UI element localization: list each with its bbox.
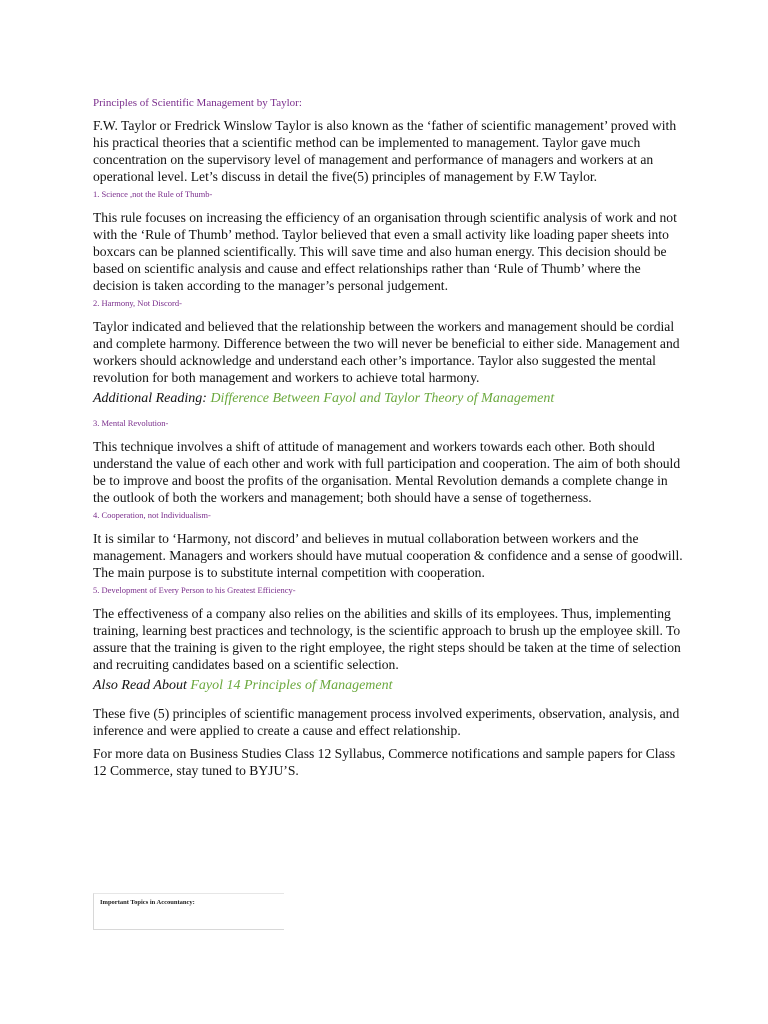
section-heading: 4. Cooperation, not Individualism-	[93, 510, 211, 520]
additional-reading	[93, 390, 683, 408]
topics-box-label: Important Topics in Accountancy:	[100, 899, 195, 906]
page-title: Principles of Scientific Management by Taylor:	[93, 97, 302, 109]
additional-reading-prefix: Additional Reading:	[93, 391, 207, 406]
also-read-link[interactable]: Fayol 14 Principles of Management	[190, 678, 393, 693]
section-paragraph: It is similar to ‘Harmony, not discord’ and believes in mutual collaboration between workers and the management. Managers and workers should have mutual cooperation & confidence and a sense of goodwill. The main purpose is to substitute internal competition with cooperation.	[93, 531, 683, 580]
section-paragraph: The effectiveness of a company also relies on the abilities and skills of its employees. Thus, implementing training, learning best practices and technology, is the scientific approach to brush up the employee skill. To assure that the training is given to the right employee, the right steps should be taken at the time of selection and recruiting candidates based on a scientific selection.	[93, 606, 681, 672]
also-read	[93, 677, 683, 695]
section-heading: 5. Development of Every Person to his Greatest Efficiency-	[93, 585, 296, 595]
section-paragraph: Taylor indicated and believed that the relationship between the workers and management should be cordial and complete harmony. Difference between the two will never be beneficial to either side. Management and workers should acknowledge and understand each other’s importance. Taylor also suggested the mental revolution for both management and workers to achieve total harmony.	[93, 319, 680, 385]
conclusion-paragraph: These five (5) principles of scientific management process involved experiments, observation, analysis, and inference and were applied to create a cause and effect relationship.	[93, 706, 680, 738]
intro-paragraph: F.W. Taylor or Fredrick Winslow Taylor is also known as the ‘father of scientific management’ proved with his practical theories that a scientific method can be implemented to management. Taylor gave much concentration on the supervisory level of management and performance of managers and workers at an operational level. Let’s discuss in detail the five(5) principles of management by F.W Taylor.	[93, 118, 677, 184]
section-heading: 3. Mental Revolution-	[93, 418, 169, 428]
article-body	[93, 96, 683, 783]
section-paragraph: This rule focuses on increasing the efficiency of an organisation through scientific analysis of work and not with the ‘Rule of Thumb’ method. Taylor believed that even a small activity like loading paper sheets into boxcars can be planned scientifically. This will save time and also human energy. This decision should be based on scientific analysis and cause and effect relationships rather than ‘Rule of Thumb’ where the decision is taken according to the manager’s personal judgement.	[93, 210, 677, 293]
topics-box	[93, 893, 284, 930]
also-read-prefix: Also Read About	[93, 678, 187, 693]
section-heading: 1. Science ,not the Rule of Thumb-	[93, 189, 213, 199]
section-paragraph: This technique involves a shift of attitude of management and workers towards each other. Both should understand the value of each other and work with full participation and cooperation. The aim of both should be to improve and boost the profits of the organisation. Mental Revolution demands a complete change in the outlook of both the workers and management; both should have a sense of togetherness.	[93, 439, 681, 505]
additional-reading-link[interactable]: Difference Between Fayol and Taylor Theory of Management	[210, 391, 555, 406]
footer-paragraph: For more data on Business Studies Class 12 Syllabus, Commerce notifications and sample papers for Class 12 Commerce, stay tuned to BYJU’S.	[93, 746, 676, 778]
section-heading: 2. Harmony, Not Discord-	[93, 298, 182, 308]
